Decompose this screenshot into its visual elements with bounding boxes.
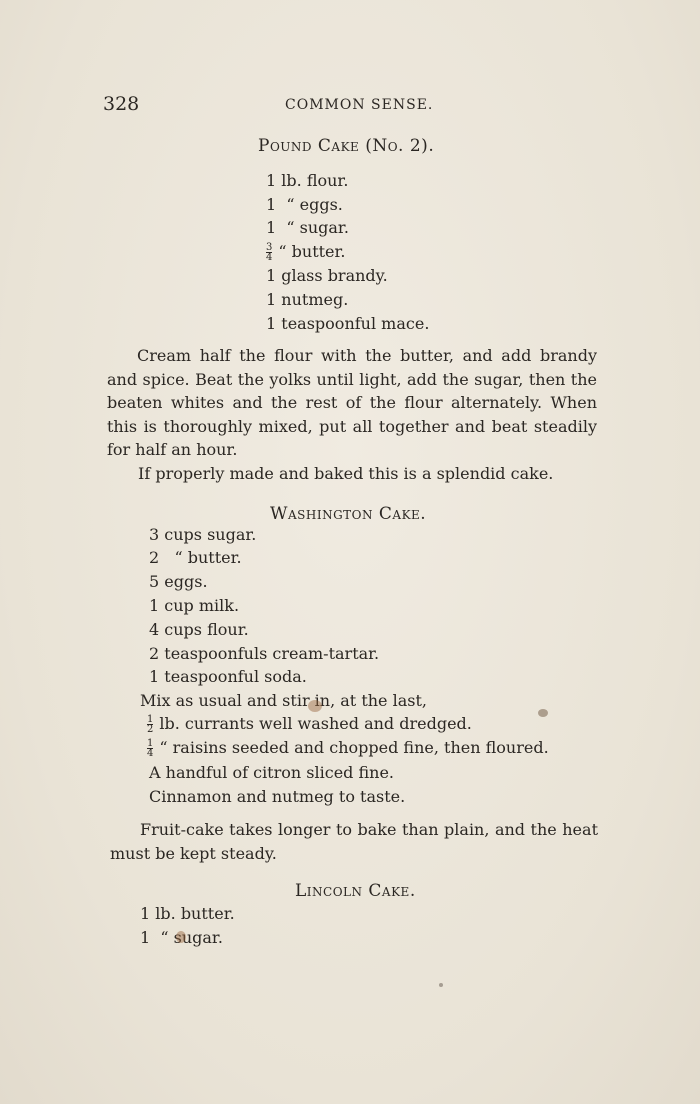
lincoln-cake-title: Lincoln Cake.: [295, 881, 416, 901]
ingredient-line: 1 nutmeg.: [266, 290, 349, 309]
ink-stain: [308, 700, 322, 712]
washington-cake-title: Washington Cake.: [270, 504, 427, 524]
pound-cake-note: If properly made and baked this is a splendid cake.: [138, 464, 554, 483]
pound-cake-title: Pound Cake (No. 2).: [258, 136, 435, 156]
ingredient-line: 1 lb. butter.: [140, 904, 235, 923]
ingredient-line: 1 “ sugar.: [266, 218, 349, 237]
ingredient-line: 3 cups sugar.: [149, 525, 257, 544]
fraction: $\frac{1}{2}$: [147, 714, 154, 735]
washington-cake-note: Fruit-cake takes longer to bake than plain, and the heat must be kept steady.: [110, 820, 598, 863]
ingredient-line: 1 glass brandy.: [266, 266, 388, 285]
ingredient-line: 1 cup milk.: [149, 596, 240, 615]
citron-line: A handful of citron sliced fine.: [149, 763, 395, 782]
fraction: $\frac{1}{4}$: [147, 738, 154, 759]
extra-ingredient: $\frac{1}{2}$ lb. currants well washed and dredged.: [147, 714, 472, 735]
mix-instruction: Mix as usual and stir in, at the last,: [140, 691, 427, 710]
ingredient-line: 2 teaspoonfuls cream-tartar.: [149, 644, 380, 663]
ingredient-line: 1 teaspoonful soda.: [149, 667, 307, 686]
ingredient-line: 1 teaspoonful mace.: [266, 314, 430, 333]
ingredient-line: 1 lb. flour.: [266, 171, 349, 190]
page-number: 328: [103, 93, 140, 115]
ingredient-line: 4 cups flour.: [149, 620, 249, 639]
spices-line: Cinnamon and nutmeg to taste.: [149, 787, 406, 806]
ingredient-line: 5 eggs.: [149, 572, 208, 591]
running-title: COMMON SENSE.: [285, 97, 434, 113]
ink-stain: [538, 709, 548, 717]
extra-ingredient: $\frac{1}{4}$ “ raisins seeded and chopped fine, then floured.: [147, 738, 549, 759]
ingredient-line: $\frac{3}{4}$ “ butter.: [266, 242, 346, 263]
ink-stain: [176, 931, 186, 943]
ink-stain: [439, 983, 443, 987]
fraction: $\frac{3}{4}$: [266, 242, 273, 263]
ingredient-line: 1 “ sugar.: [140, 928, 223, 947]
ingredient-line: 2 “ butter.: [149, 548, 242, 567]
pound-cake-directions: Cream half the flour with the butter, and add brandy and spice. Beat the yolks until light, add the sugar, then the beaten whites and the rest of the flour alternately. When this is thoroughly mixed, put all together and beat steadily for half an hour.: [107, 346, 597, 459]
ingredient-line: 1 “ eggs.: [266, 195, 343, 214]
